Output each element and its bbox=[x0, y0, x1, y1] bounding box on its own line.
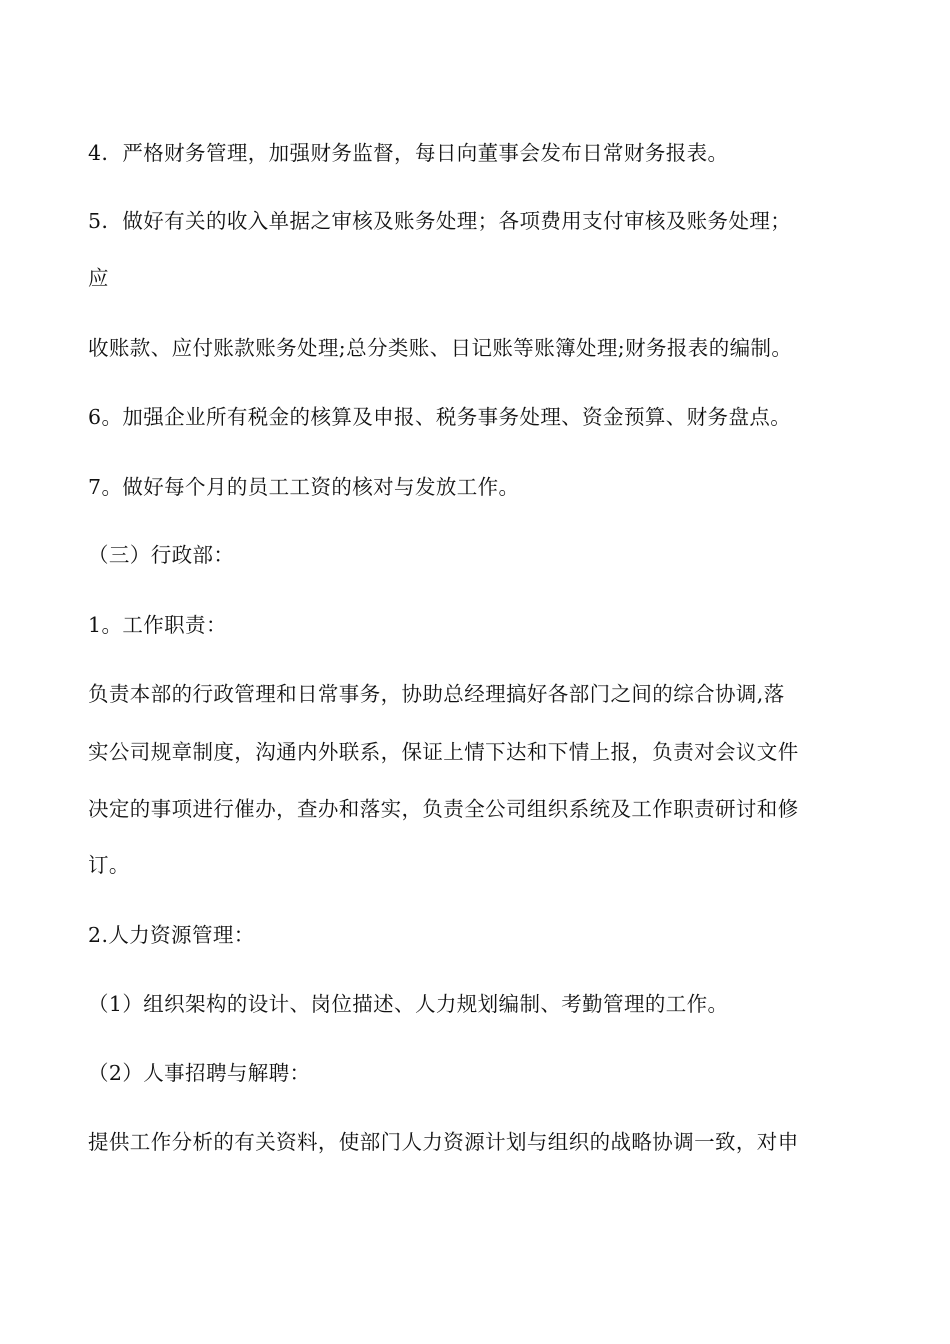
text-line-duties-1: 负责本部的行政管理和日常事务，协助总经理搞好各部门之间的综合协调,落 bbox=[88, 682, 785, 706]
text-line-hr-item-2: （2）人事招聘与解聘： bbox=[88, 1061, 311, 1085]
text-line-finance-item-6: 6。加强企业所有税金的核算及申报、税务事务处理、资金预算、财务盘点。 bbox=[88, 405, 792, 429]
text-line-finance-item-4: 4．严格财务管理，加强财务监督，每日向董事会发布日常财务报表。 bbox=[88, 141, 729, 165]
text-line-finance-item-7: 7。做好每个月的员工工资的核对与发放工作。 bbox=[88, 475, 520, 499]
section-heading-admin-dept: （三）行政部： bbox=[88, 543, 235, 567]
subheading-job-duties: 1。工作职责： bbox=[88, 613, 227, 637]
text-line-finance-item-5-wrap: 应 bbox=[88, 266, 109, 290]
text-line-hr-item-2-detail: 提供工作分析的有关资料，使部门人力资源计划与组织的战略协调一致，对申 bbox=[88, 1130, 799, 1154]
subheading-hr-management: 2.人力资源管理： bbox=[88, 923, 255, 947]
text-line-finance-item-5-cont: 收账款、应付账款账务处理;总分类账、日记账等账簿处理;财务报表的编制。 bbox=[88, 336, 793, 360]
text-line-finance-item-5: 5．做好有关的收入单据之审核及账务处理；各项费用支付审核及账务处理； bbox=[88, 209, 792, 233]
text-line-hr-item-1: （1）组织架构的设计、岗位描述、人力规划编制、考勤管理的工作。 bbox=[88, 992, 729, 1016]
text-line-duties-4: 订。 bbox=[88, 853, 130, 877]
text-line-duties-2: 实公司规章制度，沟通内外联系，保证上情下达和下情上报，负责对会议文件 bbox=[88, 740, 799, 764]
text-line-duties-3: 决定的事项进行催办，查办和落实，负责全公司组织系统及工作职责研讨和修 bbox=[88, 797, 799, 821]
